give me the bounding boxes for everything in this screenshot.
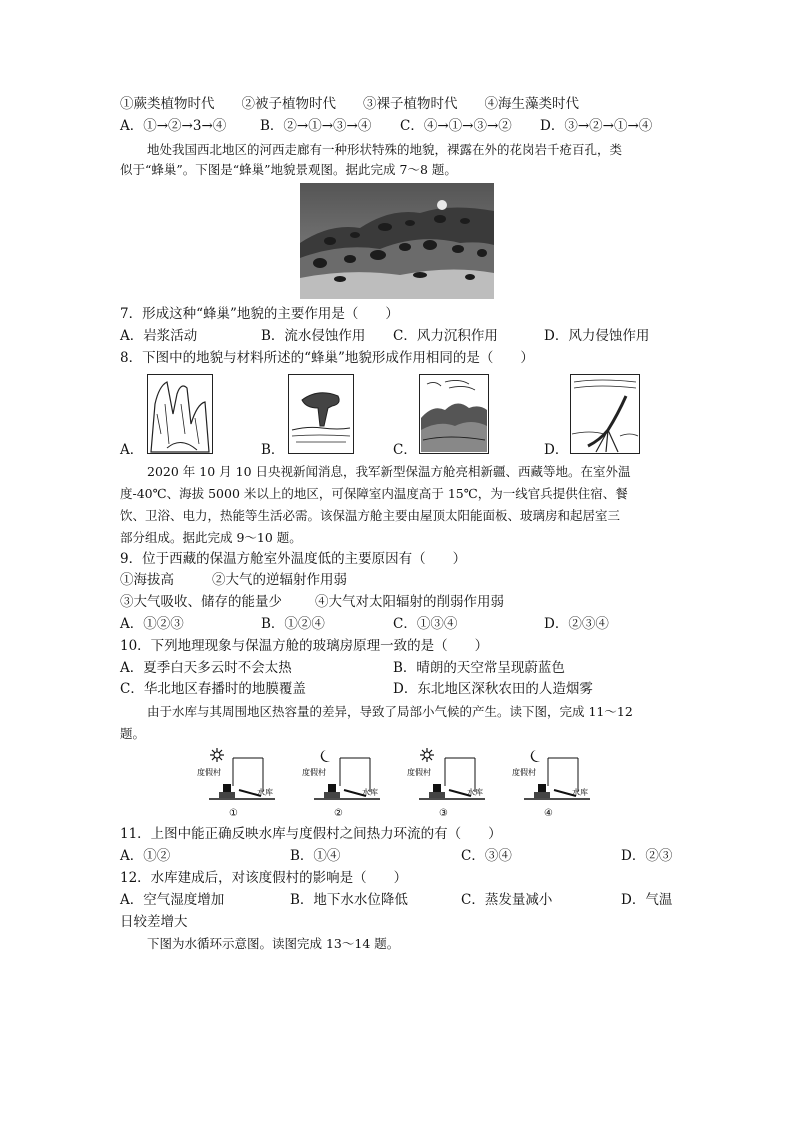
q8-option-a[interactable]: A． [120, 442, 144, 458]
q7-option-c[interactable]: C．风力沉积作用 [393, 328, 498, 344]
q9-option-a[interactable]: A．①②③ [120, 616, 184, 632]
intro-11-12-line1: 由于水库与其周围地区热容量的差异，导致了局部小气候的产生。读下图，完成 11～12 [147, 704, 633, 719]
intro-7-8-line2: 似于“蜂巢”。下图是“蜂巢”地貌景观图。据此完成 7～8 题。 [120, 162, 457, 177]
q12-option-d-continued: 日较差增大 [120, 914, 188, 930]
intro-9-10-line3: 饮、卫浴、电力，热能等生活必需。该保温方舱主要由屋顶太阳能面板、玻璃房和起居室三 [120, 508, 621, 523]
q11-option-a[interactable]: A．①② [120, 848, 171, 864]
q9-item-2: ②大气的逆辐射作用弱 [212, 572, 347, 588]
reservoir-label-2: 水库 [362, 788, 378, 797]
q11-option-d[interactable]: D．②③ [621, 848, 673, 864]
q10-option-d[interactable]: D．东北地区深秋农田的人造烟雾 [393, 681, 593, 697]
honeycomb-landform-photo [300, 183, 494, 299]
intro-9-10-line2: 度-40℃、海拔 5000 米以上的地区，可保障室内温度高于 15℃，为一线官兵提供住宿、餐 [120, 486, 628, 501]
q7-stem: 7．形成这种“蜂巢”地貌的主要作用是（ ） [120, 306, 399, 322]
q12-option-a[interactable]: A．空气湿度增加 [120, 892, 225, 908]
q11-stem: 11．上图中能正确反映水库与度假村之间热力环流的有（ ） [120, 826, 502, 842]
village-label-3: 度假村 [407, 768, 431, 777]
q9-item-3: ③大气吸收、储存的能量少 [120, 594, 282, 610]
q12-option-d[interactable]: D．气温 [621, 892, 673, 908]
q6-items: ①蕨类植物时代 ②被子植物时代 ③裸子植物时代 ④海生藻类时代 [120, 96, 579, 112]
q11-option-b[interactable]: B．①④ [290, 848, 341, 864]
village-label-1: 度假村 [197, 768, 221, 777]
q8-landform-a-picture [147, 374, 213, 454]
q11-option-c[interactable]: C．③④ [461, 848, 512, 864]
intro-7-8-line1: 地处我国西北地区的河西走廊有一种形状特殊的地貌，裸露在外的花岗岩千疮百孔，类 [147, 142, 623, 157]
intro-13-14-line1: 下图为水循环示意图。读图完成 13～14 题。 [147, 936, 400, 951]
q10-option-b[interactable]: B．晴朗的天空常呈现蔚蓝色 [393, 660, 565, 676]
q12-option-c[interactable]: C．蒸发量减小 [461, 892, 553, 908]
village-label-2: 度假村 [302, 768, 326, 777]
q8-landform-d-picture [570, 374, 640, 454]
q8-landform-c-picture [419, 374, 489, 454]
q9-option-c[interactable]: C．①③④ [393, 616, 458, 632]
diagram-number-4: ④ [544, 808, 553, 819]
intro-11-12-line2: 题。 [120, 726, 146, 741]
circulation-diagram-3 [407, 748, 485, 819]
q8-option-c[interactable]: C． [393, 442, 417, 458]
q9-item-1: ①海拔高 [120, 572, 174, 588]
q10-option-a[interactable]: A．夏季白天多云时不会太热 [120, 660, 292, 676]
reservoir-label-3: 水库 [467, 788, 483, 797]
q10-option-c[interactable]: C．华北地区春播时的地膜覆盖 [120, 681, 306, 697]
circulation-diagram-4 [512, 750, 590, 819]
q9-stem: 9．位于西藏的保温方舱室外温度低的主要原因有（ ） [120, 551, 467, 567]
q9-option-d[interactable]: D．②③④ [544, 616, 609, 632]
q12-option-b[interactable]: B．地下水水位降低 [290, 892, 408, 908]
q6-option-d[interactable]: D．③→②→①→④ [540, 118, 653, 134]
reservoir-label-1: 水库 [257, 788, 273, 797]
q8-option-b[interactable]: B． [261, 442, 285, 458]
q8-stem: 8．下图中的地貌与材料所述的“蜂巢”地貌形成作用相同的是（ ） [120, 350, 534, 366]
intro-9-10-line1: 2020 年 10 月 10 日央视新闻消息，我军新型保温方舱亮相新疆、西藏等地。在室外温 [147, 464, 631, 479]
q9-item-4: ④大气对太阳辐射的削弱作用弱 [315, 594, 504, 610]
circulation-diagram-2 [302, 750, 380, 819]
diagram-number-1: ① [229, 808, 238, 819]
q12-stem: 12．水库建成后，对该度假村的影响是（ ） [120, 870, 408, 886]
reservoir-label-4: 水库 [572, 788, 588, 797]
q6-option-a[interactable]: A．①→②→3→④ [120, 118, 227, 134]
q7-option-d[interactable]: D．风力侵蚀作用 [544, 328, 650, 344]
q10-stem: 10．下列地理现象与保温方舱的玻璃房原理一致的是（ ） [120, 638, 489, 654]
q7-option-a[interactable]: A．岩浆活动 [120, 328, 198, 344]
intro-9-10-line4: 部分组成。据此完成 9～10 题。 [120, 530, 302, 545]
diagram-number-3: ③ [439, 808, 448, 819]
village-label-4: 度假村 [512, 768, 536, 777]
q8-option-d[interactable]: D． [544, 442, 569, 458]
q7-option-b[interactable]: B．流水侵蚀作用 [261, 328, 366, 344]
q8-landform-b-picture [288, 374, 354, 454]
q6-option-c[interactable]: C．④→①→③→② [400, 118, 512, 134]
diagram-number-2: ② [334, 808, 343, 819]
q6-option-b[interactable]: B．②→①→③→④ [260, 118, 372, 134]
circulation-diagram-1 [197, 748, 275, 819]
q9-option-b[interactable]: B．①②④ [261, 616, 325, 632]
thermal-circulation-diagrams [195, 746, 615, 820]
